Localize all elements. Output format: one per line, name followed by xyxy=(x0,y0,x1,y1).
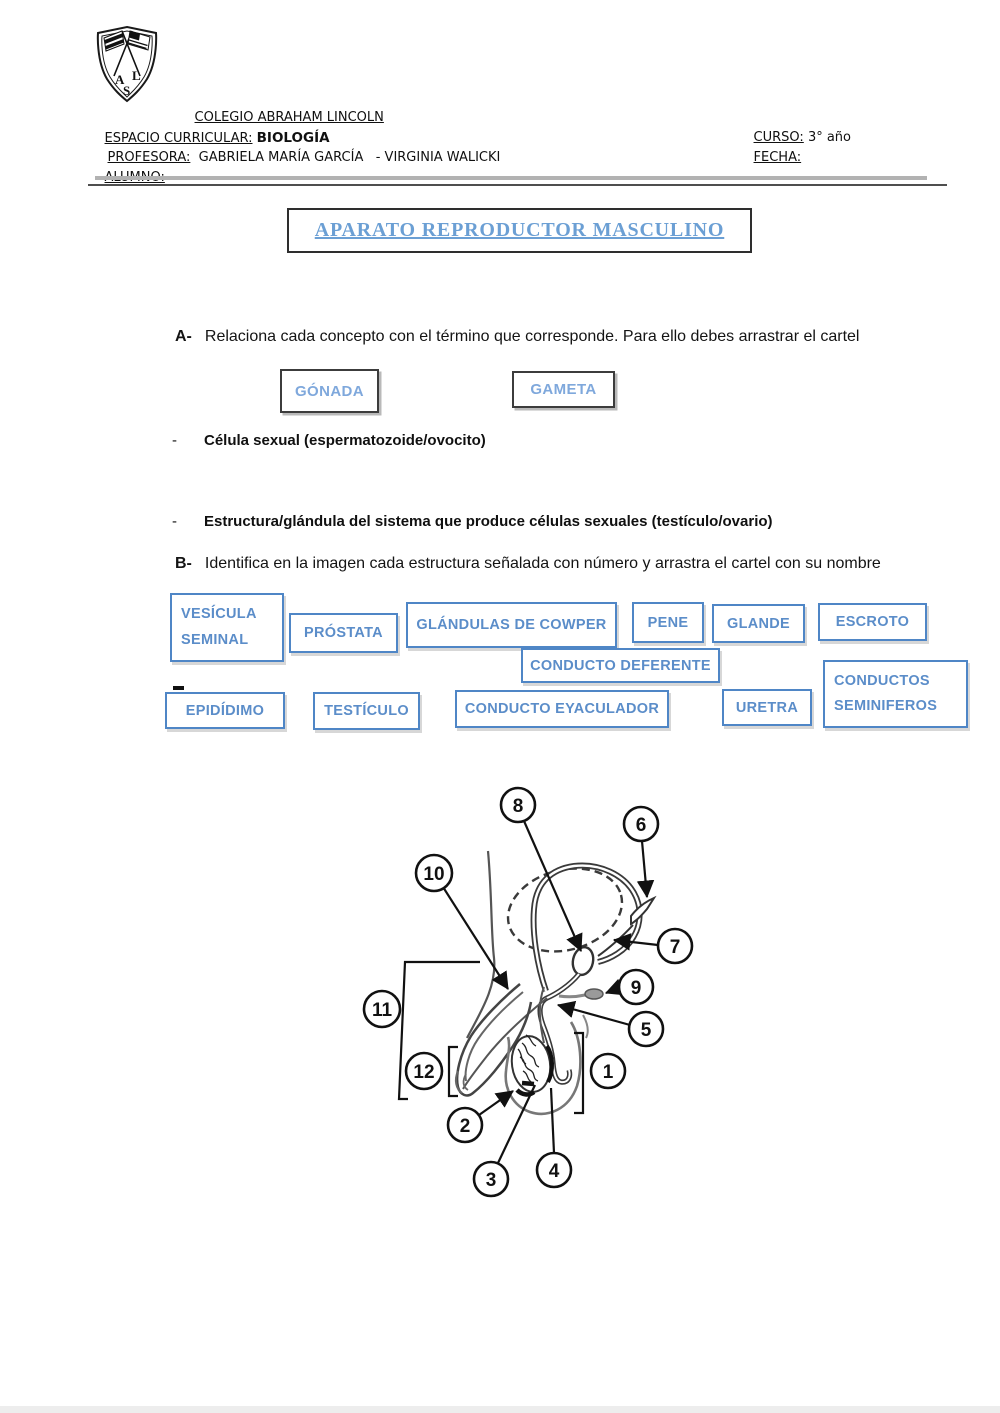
header-divider-gray xyxy=(95,176,927,180)
logo-letter-a: A xyxy=(115,72,125,87)
anatomy-diagram xyxy=(350,775,730,1215)
diagram-number-10 xyxy=(416,855,452,891)
profesora-label: PROFESORA: xyxy=(107,150,191,165)
leader-5 xyxy=(558,1005,630,1025)
espacio-curricular-label: ESPACIO CURRICULAR: xyxy=(104,131,253,146)
leader-7 xyxy=(614,940,658,945)
diagram-number-9 xyxy=(619,970,653,1004)
svg-text:11: 11 xyxy=(371,1000,393,1021)
espacio-curricular-value: BIOLOGÍA xyxy=(256,130,330,146)
section-a-instruction: A- Relaciona cada concepto con el término que corresponde. Para ello debes arrastrar el cartel xyxy=(175,328,860,345)
diagram-number-6 xyxy=(624,807,658,841)
definition-dash: - xyxy=(172,513,177,530)
diagram-number-8 xyxy=(501,788,535,822)
drag-label-conducto-eyaculador[interactable]: CONDUCTO EYACULADOR xyxy=(455,690,669,728)
drag-label-glandulas-de-cowper[interactable]: GLÁNDULAS DE COWPER xyxy=(406,602,617,648)
leader-4 xyxy=(551,1088,554,1153)
drag-label-conducto-deferente[interactable]: CONDUCTO DEFERENTE xyxy=(521,648,720,683)
drag-label-testiculo[interactable]: TESTÍCULO xyxy=(313,692,420,730)
leader-2 xyxy=(479,1091,513,1115)
drag-label-epididimo[interactable]: EPIDÍDIMO xyxy=(165,692,285,729)
leader-10 xyxy=(443,887,508,989)
svg-text:3: 3 xyxy=(485,1170,497,1191)
drag-label-gameta[interactable]: GAMETA xyxy=(512,371,615,408)
logo-letter-l: L xyxy=(132,68,141,83)
diagram-number-7 xyxy=(658,929,692,963)
drag-label-pene[interactable]: PENE xyxy=(632,602,704,643)
diagram-number-3 xyxy=(474,1162,508,1196)
svg-text:12: 12 xyxy=(413,1062,435,1083)
diagram-number-1 xyxy=(591,1054,625,1088)
profesora-value: GABRIELA MARÍA GARCÍA - VIRGINIA WALICKI xyxy=(198,150,501,165)
curso-value: 3° año xyxy=(807,130,851,145)
diagram-number-5 xyxy=(629,1012,663,1046)
header-divider-dark xyxy=(88,184,947,186)
title-box xyxy=(287,208,752,253)
stray-dash xyxy=(173,686,184,690)
diagram-number-2 xyxy=(448,1108,482,1142)
school-logo xyxy=(92,24,162,104)
svg-text:5: 5 xyxy=(640,1020,652,1041)
svg-text:1: 1 xyxy=(602,1062,614,1083)
drag-label-prostata[interactable]: PRÓSTATA xyxy=(289,613,398,653)
svg-text:8: 8 xyxy=(512,796,524,817)
diagram-number-11 xyxy=(364,991,400,1027)
drag-label-vesicula-seminal[interactable]: VESÍCULA SEMINAL xyxy=(170,593,284,662)
leader-6 xyxy=(642,841,647,897)
svg-text:2: 2 xyxy=(459,1116,471,1137)
drag-label-gonada[interactable]: GÓNADA xyxy=(280,369,379,413)
leader-9 xyxy=(606,988,619,993)
svg-text:6: 6 xyxy=(635,815,647,836)
page-bottom-strip xyxy=(0,1406,1000,1413)
section-b-instruction: B- Identifica en la imagen cada estructura señalada con número y arrastra el cartel con su nombre xyxy=(175,555,881,572)
school-name: COLEGIO ABRAHAM LINCOLN xyxy=(194,110,384,125)
svg-text:9: 9 xyxy=(630,978,642,999)
drag-label-escroto[interactable]: ESCROTO xyxy=(818,603,927,641)
curso-label: CURSO: xyxy=(753,130,804,145)
drag-label-conductos-seminiferos[interactable]: CONDUCTOS SEMINIFEROS xyxy=(823,660,968,728)
svg-text:10: 10 xyxy=(423,864,445,885)
logo-letter-s: S xyxy=(123,83,131,98)
drag-label-glande[interactable]: GLANDE xyxy=(712,604,805,643)
definition-dash: - xyxy=(172,432,177,449)
drag-label-uretra[interactable]: URETRA xyxy=(722,689,812,726)
svg-text:4: 4 xyxy=(548,1161,560,1182)
diagram-number-4 xyxy=(537,1153,571,1187)
section-b-label: B- xyxy=(175,555,192,572)
svg-text:7: 7 xyxy=(669,937,681,958)
definition-celula-sexual: - Célula sexual (espermatozoide/ovocito) xyxy=(172,432,486,449)
diagram-number-12 xyxy=(406,1053,442,1089)
definition-estructura-glandula: - Estructura/glándula del sistema que produce células sexuales (testículo/ovario) xyxy=(172,513,773,530)
fecha-label: FECHA: xyxy=(753,150,802,165)
section-a-label: A- xyxy=(175,328,192,345)
page-title: APARATO REPRODUCTOR MASCULINO xyxy=(314,219,725,241)
